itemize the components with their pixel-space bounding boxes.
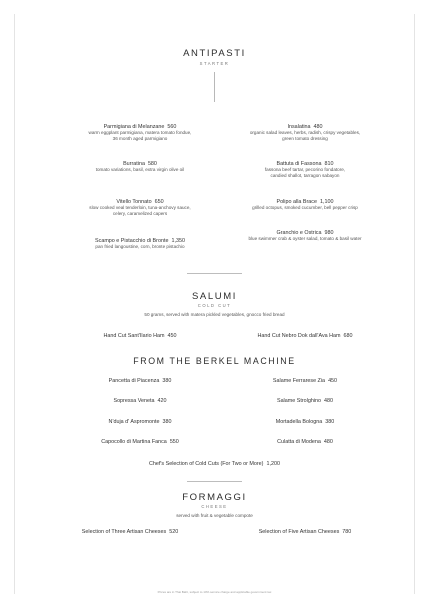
salumi-subtitle: COLD CUT [197,303,232,308]
footer-note: Prices are in Thai Baht, subject to 10% service charge and applicable government tax [157,590,272,594]
berkel-title: FROM THE BERKEL MACHINE [133,356,296,366]
menu-item: Scampo e Pistacchio di Bronte 1,350 pan fried langoustine, corn, bronte pistachio [95,238,185,249]
menu-item: Selection of Five Artisan Cheeses 780 [258,529,352,535]
chef-selection-item: Chef's Selection of Cold Cuts (For Two or More) 1,200 [149,461,280,467]
section-divider [187,273,242,274]
menu-item: Pancetta di Piacenza 380 [108,378,172,384]
menu-item: N'duja d' Aspromonte 380 [108,419,172,425]
menu-item: Hand Cut Sant'Ilario Ham 450 [103,333,177,339]
section-divider-vertical [214,72,215,102]
menu-item: Hand Cut Nebro Dok dall'Ava Ham 680 [257,333,353,339]
menu-item: Battuta di Fassona 810 fassona beef tartar, pecorino fondatore, candied shallot, tarragon sabayon [264,161,346,179]
antipasti-subtitle: STARTER [199,61,230,66]
menu-item: Granchio e Ostrica 980 blue swimmer crab & oyster salad, tomato & basil water [248,230,362,241]
menu-item: Sopressa Veneta 420 [113,398,167,404]
menu-item: Salame Ferrarese Zia 450 [272,378,338,384]
menu-item: Insalatina 480 organic salad leaves, herbs, radish, crispy vegetables, green tomato dressing [249,124,361,142]
formaggi-intro: served with fruit & vegetable compote [176,513,253,518]
salumi-intro: 50 grams, served with matera pickled vegetables, gnocco fried bread [144,312,285,317]
menu-item: Polipo alla Brace 1,100 grilled octopus, smoked cucumber, bell pepper crisp [252,199,358,210]
menu-item: Vitello Tonnato 650 slow cooked veal tenderloin, tuna-anchovy sauce, celery, caramelized capers [89,199,191,217]
menu-item: Parmigiana di Melanzane 560 warm eggplant parmigiana, matera tomato fondue, 36 month aged parmigiano [88,124,192,142]
section-divider [187,481,242,482]
formaggi-title: FORMAGGI [182,492,247,503]
menu-item: Salame Strolghino 480 [276,398,334,404]
menu-item: Capocollo di Martina Fanca 550 [101,439,179,445]
menu-item: Selection of Three Artisan Cheeses 520 [81,529,179,535]
antipasti-title: ANTIPASTI [183,48,246,59]
salumi-title: SALUMI [192,291,237,302]
menu-item: Mortadella Bologna 380 [275,419,335,425]
formaggi-subtitle: CHEESE [201,504,228,509]
menu-item: Burratina 580 tomato variations, basil, extra virgin olive oil [95,161,185,172]
menu-item: Culatta di Modena 480 [277,439,333,445]
